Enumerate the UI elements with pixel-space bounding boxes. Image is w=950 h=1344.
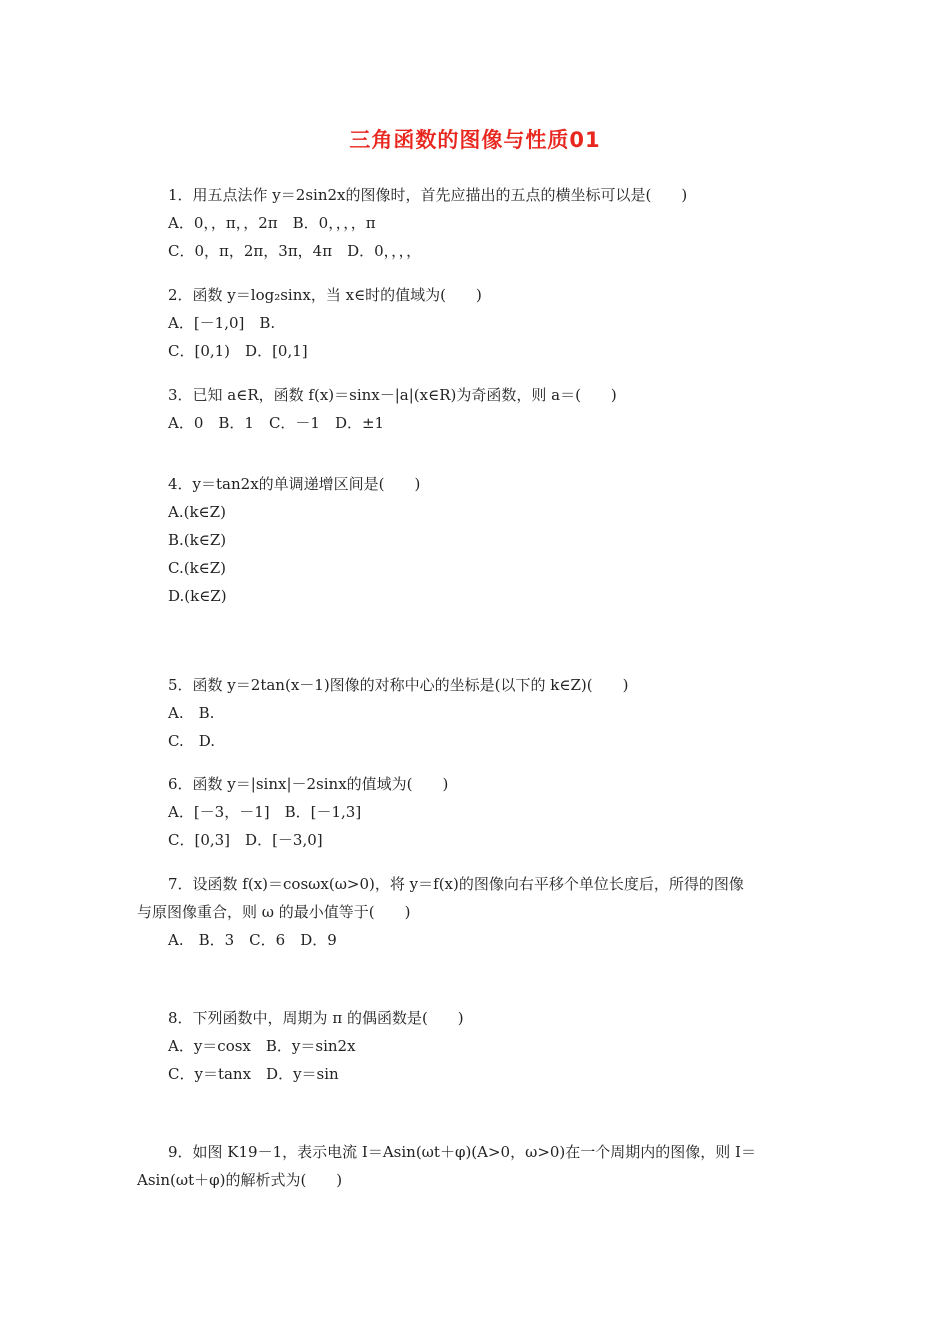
question-6-options-ab: A．[－3，－1] B．[－1,3] xyxy=(168,803,362,821)
question-8-options-cd: C．y＝tanx D．y＝sin xyxy=(168,1065,339,1083)
question-1-options-ab: A．0，，π，，2π B．0，，，，π xyxy=(168,214,376,232)
question-8-options-ab: A．y＝cosx B．y＝sin2x xyxy=(168,1037,356,1055)
question-4-option-d: D.(k∈Z) xyxy=(168,587,227,605)
question-4-option-c: C.(k∈Z) xyxy=(168,559,227,577)
question-5-options-ab: A. B. xyxy=(168,704,215,722)
question-7-stem-continued: 与原图像重合，则 ω 的最小值等于( ) xyxy=(137,903,411,921)
question-2-stem: 2．函数 y＝log₂sinx，当 x∈时的值域为( ) xyxy=(168,286,482,304)
question-1-stem: 1．用五点法作 y＝2sin2x的图像时，首先应描出的五点的横坐标可以是( ) xyxy=(168,186,688,204)
question-2-options-ab: A．[－1,0] B. xyxy=(168,314,276,332)
question-4-option-a: A.(k∈Z) xyxy=(168,503,226,521)
question-4-option-b: B.(k∈Z) xyxy=(168,531,227,549)
question-9-stem-continued: Asin(ωt＋φ)的解析式为( ) xyxy=(137,1171,343,1189)
question-3-options: A．0 B．1 C．－1 D．±1 xyxy=(168,414,385,432)
question-5-stem: 5．函数 y＝2tan(x－1)图像的对称中心的坐标是(以下的 k∈Z)( ) xyxy=(168,676,629,694)
question-3-stem: 3．已知 a∈R，函数 f(x)＝sinx－|a|(x∈R)为奇函数，则 a＝( ) xyxy=(168,386,617,404)
question-2-options-cd: C．[0,1) D．[0,1] xyxy=(168,342,308,360)
question-4-stem: 4．y＝tan2x的单调递增区间是( ) xyxy=(168,475,421,493)
question-8-stem: 8．下列函数中，周期为 π 的偶函数是( ) xyxy=(168,1009,464,1027)
question-6-stem: 6．函数 y＝|sinx|－2sinx的值域为( ) xyxy=(168,775,449,793)
question-7-stem: 7．设函数 f(x)＝cosωx(ω>0)，将 y＝f(x)的图像向右平移个单位长度后，所得的图像 xyxy=(168,875,744,893)
question-7-options: A. B．3 C．6 D．9 xyxy=(168,931,337,949)
question-6-options-cd: C．[0,3] D．[－3,0] xyxy=(168,831,323,849)
question-9-stem: 9．如图 K19－1，表示电流 I＝Asin(ωt＋φ)(A>0，ω>0)在一个周期内的图像，则 I＝ xyxy=(168,1143,756,1161)
question-1-options-cd: C．0，π，2π，3π，4π D．0，，，， xyxy=(168,242,422,260)
page-title: 三角函数的图像与性质01 xyxy=(349,128,601,152)
question-5-options-cd: C. D. xyxy=(168,732,215,750)
